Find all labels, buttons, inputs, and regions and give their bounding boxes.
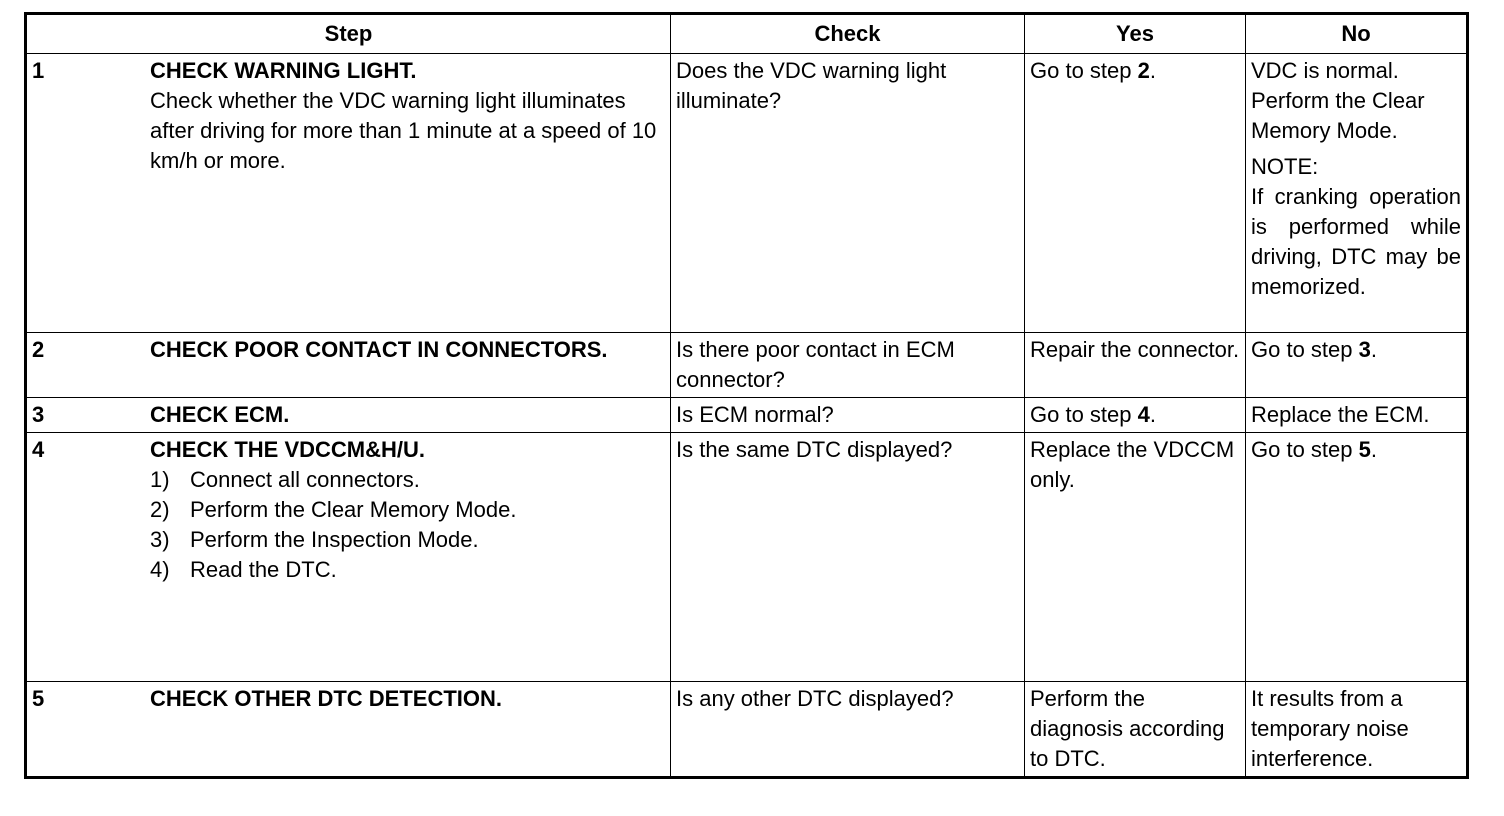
- note-label: NOTE:: [1251, 154, 1319, 179]
- no-text: Go to step: [1251, 437, 1359, 462]
- yes-cell: [1025, 54, 1246, 333]
- no-step-ref: 3: [1358, 337, 1371, 362]
- step-title: CHECK WARNING LIGHT.: [150, 58, 417, 83]
- substep-text: Connect all connectors.: [190, 467, 420, 492]
- table-row: [26, 398, 1468, 433]
- list-item: [150, 555, 665, 585]
- step-number: 2: [32, 337, 45, 362]
- diagnostic-table: [24, 12, 1469, 779]
- substep-text: Perform the Clear Memory Mode.: [190, 497, 517, 522]
- header-yes: Yes: [1025, 14, 1246, 54]
- yes-cell: Perform the diagnosis according to DTC.: [1025, 682, 1246, 778]
- list-item: [150, 495, 665, 525]
- substep-text: Read the DTC.: [190, 557, 337, 582]
- no-cell: [1246, 333, 1468, 398]
- no-text: VDC is normal. Perform the Clear Memory Mode.: [1251, 58, 1425, 143]
- step-title: CHECK THE VDCCM&H/U.: [150, 437, 425, 462]
- table-row: [26, 682, 1468, 778]
- step-number: 1: [32, 58, 45, 83]
- substep-text: Perform the Inspection Mode.: [190, 527, 479, 552]
- yes-suffix: .: [1149, 58, 1156, 83]
- no-cell: [1246, 433, 1468, 682]
- step-title: CHECK POOR CONTACT IN CONNECTORS.: [150, 337, 608, 362]
- no-step-ref: 5: [1358, 437, 1371, 462]
- substep-number: 4): [150, 557, 170, 582]
- step-title: CHECK ECM.: [150, 402, 290, 427]
- no-text: Go to step: [1251, 337, 1359, 362]
- header-row: [26, 14, 1468, 54]
- substep-number: 3): [150, 527, 170, 552]
- step-number: 5: [32, 686, 45, 711]
- yes-cell: [1025, 398, 1246, 433]
- yes-suffix: .: [1149, 402, 1156, 427]
- check-cell: Is there poor contact in ECM connector?: [671, 333, 1025, 398]
- no-cell: Replace the ECM.: [1246, 398, 1468, 433]
- check-cell: Does the VDC warning light illuminate?: [671, 54, 1025, 333]
- no-cell: [1246, 54, 1468, 333]
- step-cell: [26, 54, 671, 333]
- no-suffix: .: [1370, 437, 1377, 462]
- yes-cell: Replace the VDCCM only.: [1025, 433, 1246, 682]
- step-description: Check whether the VDC warning light illuminates after driving for more than 1 minute at a speed of 10 km/h or more.: [150, 88, 657, 173]
- check-cell: Is ECM normal?: [671, 398, 1025, 433]
- step-cell: [26, 682, 671, 778]
- table-row: [26, 333, 1468, 398]
- step-cell: [26, 433, 671, 682]
- step-cell: [26, 333, 671, 398]
- table-row: [26, 433, 1468, 682]
- note-text: If cranking operation is performed while driving, DTC may be memorized.: [1251, 184, 1461, 299]
- step-number: 4: [32, 437, 45, 462]
- header-no: No: [1246, 14, 1468, 54]
- substep-number: 1): [150, 467, 170, 492]
- yes-cell: Repair the connector.: [1025, 333, 1246, 398]
- no-suffix: .: [1370, 337, 1377, 362]
- header-check: Check: [671, 14, 1025, 54]
- yes-text: Go to step: [1030, 402, 1138, 427]
- step-number: 3: [32, 402, 45, 427]
- list-item: [150, 465, 665, 495]
- yes-step-ref: 4: [1137, 402, 1150, 427]
- substep-list: [150, 465, 665, 585]
- header-step: Step: [26, 14, 671, 54]
- check-cell: Is any other DTC displayed?: [671, 682, 1025, 778]
- yes-text: Go to step: [1030, 58, 1138, 83]
- no-cell: It results from a temporary noise interference.: [1246, 682, 1468, 778]
- step-cell: [26, 398, 671, 433]
- check-cell: Is the same DTC displayed?: [671, 433, 1025, 682]
- list-item: [150, 525, 665, 555]
- table-row: [26, 54, 1468, 333]
- step-title: CHECK OTHER DTC DETECTION.: [150, 686, 502, 711]
- yes-step-ref: 2: [1137, 58, 1150, 83]
- substep-number: 2): [150, 497, 170, 522]
